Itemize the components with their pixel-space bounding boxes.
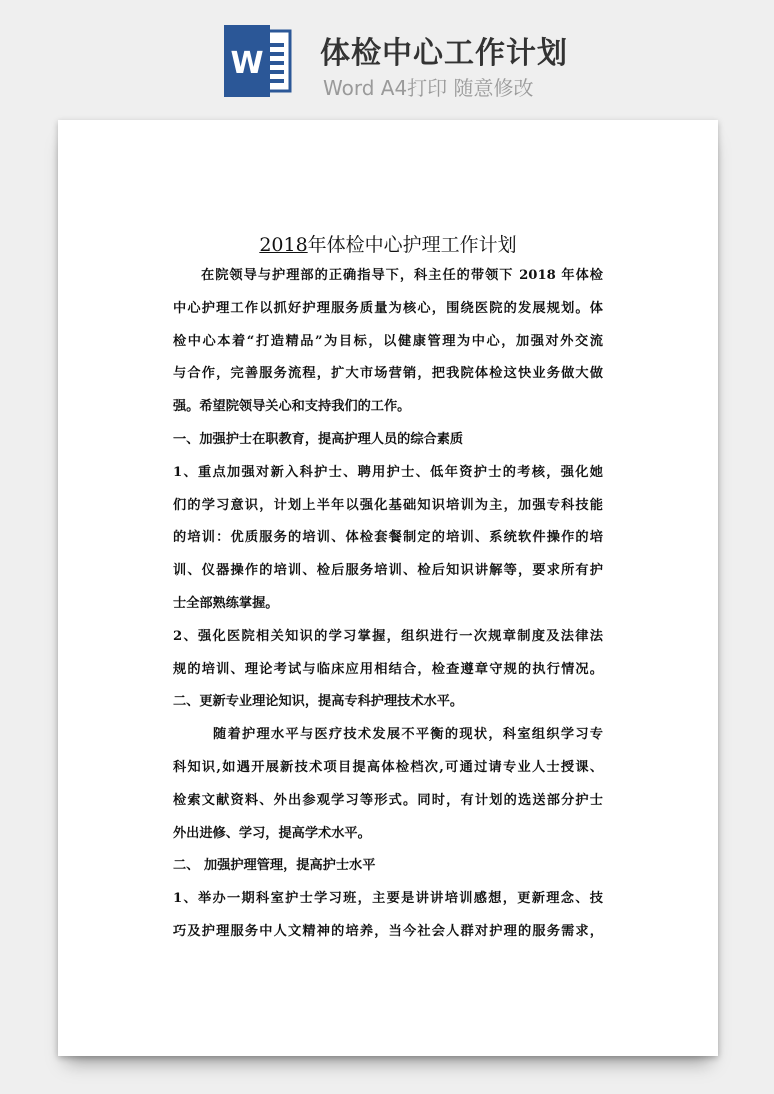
document-line: 训、仪器操作的培训、检后服务培训、检后知识讲解等，要求所有护 [173,563,603,579]
document-line: 中心护理工作以抓好护理服务质量为核心，围绕医院的发展规划。体 [173,300,603,316]
document-line: 巧及护理服务中人文精神的培养，当今社会人群对护理的服务需求， [173,923,603,939]
document-page [58,120,718,1056]
word-document-icon [222,25,294,97]
document-line: 检中心本着“打造精品”为目标，以健康管理为中心，加强对外交流 [173,333,603,349]
document-line: 2、强化医院相关知识的学习掌握，组织进行一次规章制度及法律法 [173,628,603,644]
document-line: 科知识,如遇开展新技术项目提高体检档次,可通过请专业人士授课、 [173,759,603,775]
document-line: 1、举办一期科室护士学习班，主要是讲讲培训感想，更新理念、技 [173,891,603,907]
document-line: 一、加强护士在职教育，提高护理人员的综合素质 [173,431,464,447]
document-line: 二、 加强护理管理，提高护士水平 [173,858,376,874]
document-title-year: 2018 [259,234,308,256]
banner-title: 体检中心工作计划 [320,36,568,71]
document-line: 们的学习意识，计划上半年以强化基础知识培训为主，加强专科技能 [173,497,603,513]
document-line: 1、重点加强对新入科护士、聘用护士、低年资护士的考核，强化她 [173,464,603,480]
document-line: 随着护理水平与医疗技术发展不平衡的现状，科室组织学习专 [213,727,603,743]
document-line: 二、更新专业理论知识，提高专科护理技术水平。 [173,694,464,710]
document-body [173,260,603,949]
document-line: 与合作，完善服务流程，扩大市场营销，把我院体检这快业务做大做 [173,366,603,382]
document-line: 检索文献资料、外出参观学习等形式。同时，有计划的选送部分护士 [173,792,603,808]
document-line: 的培训：优质服务的培训、体检套餐制定的培训、系统软件操作的培 [173,530,603,546]
document-line: 士全部熟练掌握。 [173,595,279,611]
banner-subtitle: Word A4打印 随意修改 [323,76,534,100]
document-line: 外出进修、学习，提高学术水平。 [173,825,371,841]
header-banner [0,0,774,118]
document-title-text: 年体检中心护理工作计划 [307,234,517,256]
document-line: 在院领导与护理部的正确指导下，科主任的带领下 2018 年体检 [201,268,603,283]
word-logo-letter: W [230,46,264,81]
document-line: 规的培训、理论考试与临床应用相结合，检查遵章守规的执行情况。 [173,661,603,677]
document-title [58,230,718,257]
document-line: 强。希望院领导关心和支持我们的工作。 [173,399,411,415]
